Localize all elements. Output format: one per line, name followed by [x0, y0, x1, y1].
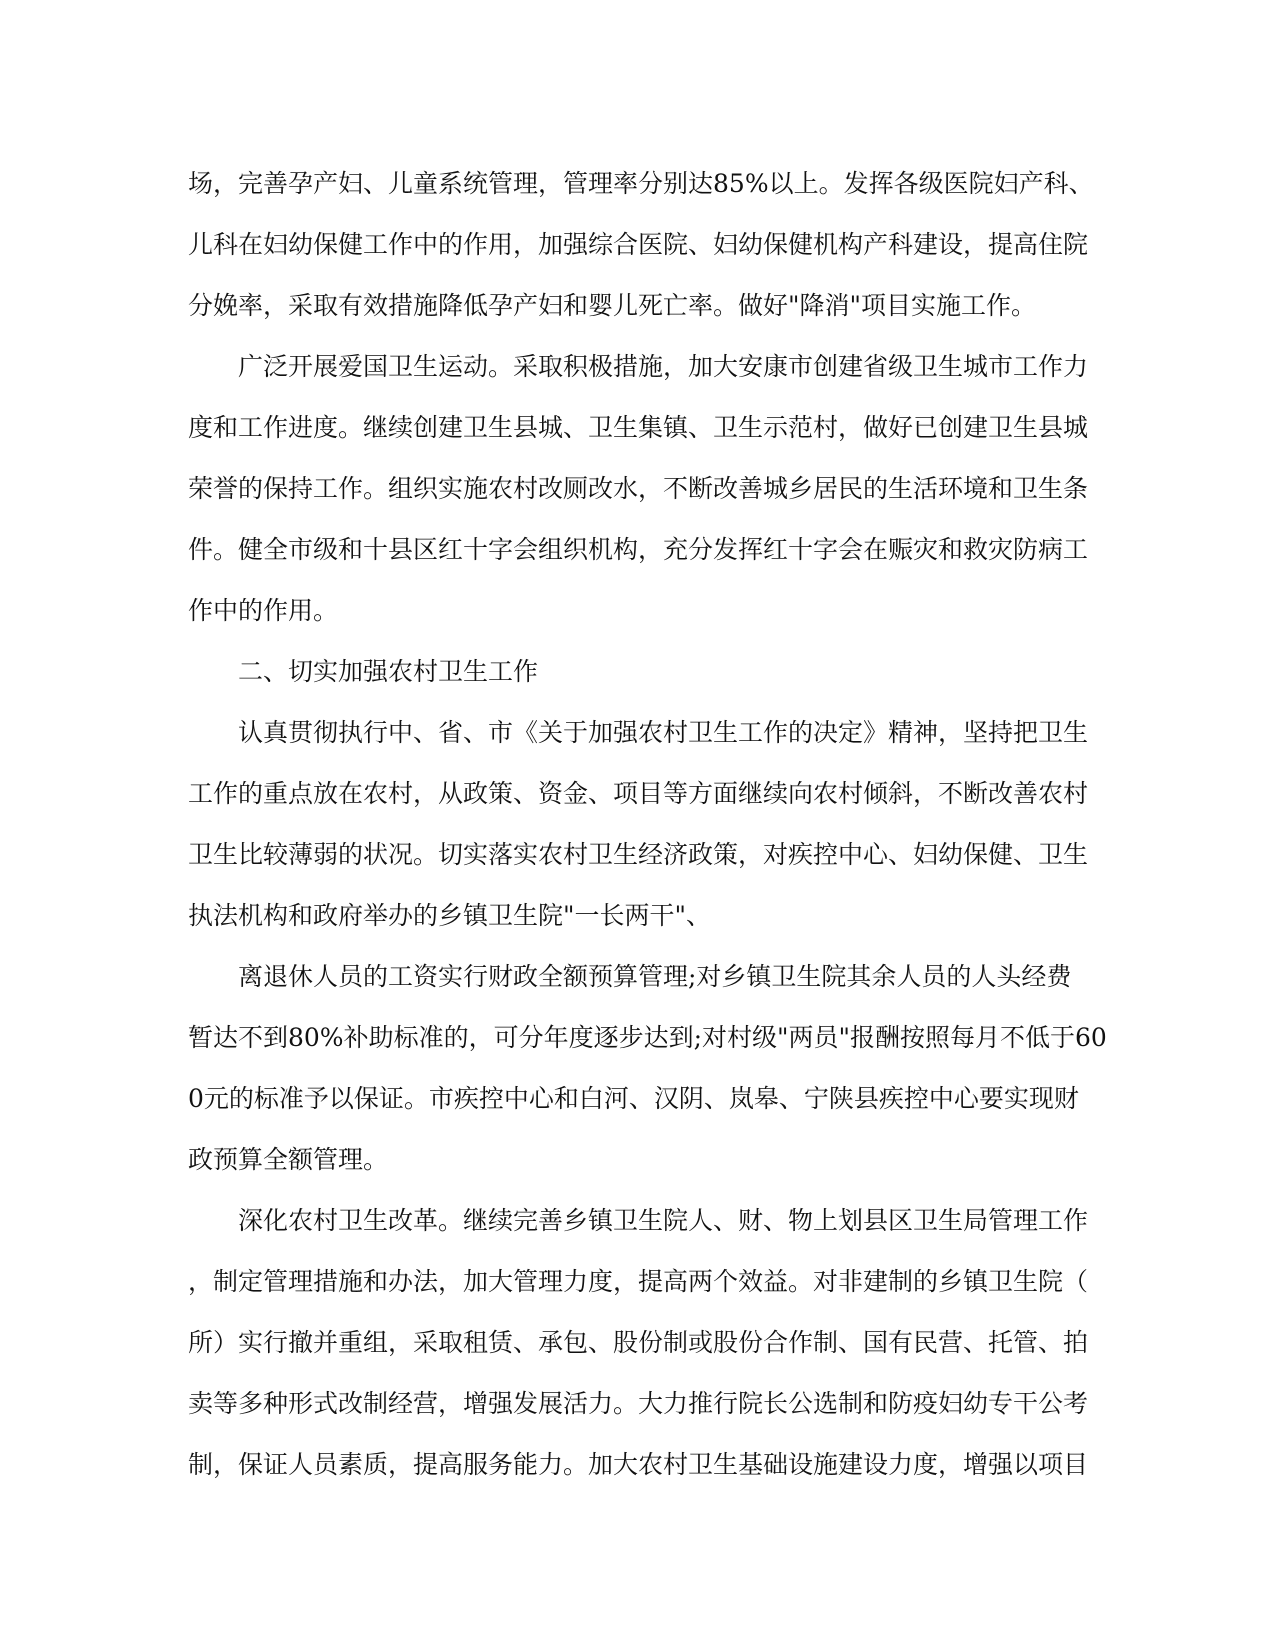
text-line: 执法机构和政府举办的乡镇卫生院"一长两干"、 — [188, 901, 711, 930]
text-line: ，制定管理措施和办法，加大管理力度，提高两个效益。对非建制的乡镇卫生院（ — [188, 1267, 1089, 1296]
text-line: 二、切实加强农村卫生工作 — [238, 657, 539, 686]
text-line: 广泛开展爱国卫生运动。采取积极措施，加大安康市创建省级卫生城市工作力 — [238, 352, 1089, 381]
text-line: 作中的作用。 — [188, 596, 339, 625]
text-line: 卖等多种形式改制经营，增强发展活力。大力推行院长公选制和防疫妇幼专干公考 — [188, 1389, 1089, 1418]
text-line: 度和工作进度。继续创建卫生县城、卫生集镇、卫生示范村，做好已创建卫生县城 — [188, 413, 1089, 442]
text-line: 暂达不到80%补助标准的，可分年度逐步达到;对村级"两员"报酬按照每月不低于60 — [188, 1023, 1107, 1052]
text-line: 儿科在妇幼保健工作中的作用，加强综合医院、妇幼保健机构产科建设，提高住院 — [188, 230, 1089, 259]
text-line: 制，保证人员素质，提高服务能力。加大农村卫生基础设施建设力度，增强以项目 — [188, 1450, 1089, 1479]
text-line: 卫生比较薄弱的状况。切实落实农村卫生经济政策，对疾控中心、妇幼保健、卫生 — [188, 840, 1089, 869]
document-body — [188, 166, 1107, 1508]
text-line: 场，完善孕产妇、儿童系统管理，管理率分别达85%以上。发挥各级医院妇产科、 — [188, 169, 1094, 198]
text-line: 认真贯彻执行中、省、市《关于加强农村卫生工作的决定》精神，坚持把卫生 — [238, 718, 1089, 747]
text-line: 荣誉的保持工作。组织实施农村改厕改水，不断改善城乡居民的生活环境和卫生条 — [188, 474, 1089, 503]
text-line: 0元的标准予以保证。市疾控中心和白河、汉阴、岚皋、宁陕县疾控中心要实现财 — [188, 1084, 1079, 1113]
text-line: 分娩率，采取有效措施降低孕产妇和婴儿死亡率。做好"降消"项目实施工作。 — [188, 291, 1037, 320]
text-line: 离退休人员的工资实行财政全额预算管理;对乡镇卫生院其余人员的人头经费 — [238, 962, 1072, 991]
text-line: 深化农村卫生改革。继续完善乡镇卫生院人、财、物上划县区卫生局管理工作 — [238, 1206, 1089, 1235]
text-line: 所）实行撤并重组，采取租赁、承包、股份制或股份合作制、国有民营、托管、拍 — [188, 1328, 1089, 1357]
text-line: 工作的重点放在农村，从政策、资金、项目等方面继续向农村倾斜，不断改善农村 — [188, 779, 1089, 808]
text-line: 政预算全额管理。 — [188, 1145, 389, 1174]
text-line: 件。健全市级和十县区红十字会组织机构，充分发挥红十字会在赈灾和救灾防病工 — [188, 535, 1089, 564]
